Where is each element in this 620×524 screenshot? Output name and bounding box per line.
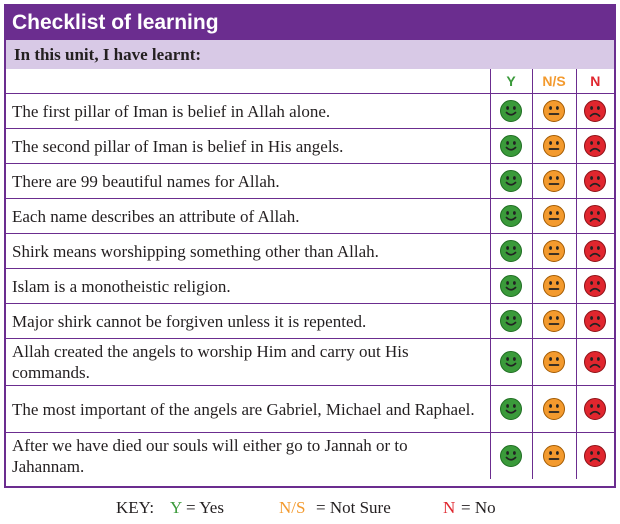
checklist-row xyxy=(6,129,614,164)
neutral-face-icon xyxy=(542,169,566,193)
checklist-row xyxy=(6,386,614,433)
header-not-sure: N/S xyxy=(532,69,576,94)
sad-face-icon xyxy=(583,350,607,374)
no-cell[interactable] xyxy=(576,164,614,199)
neutral-face-icon xyxy=(542,309,566,333)
statement-text: Allah created the angels to worship Him and carry out His commands. xyxy=(6,339,490,386)
no-cell[interactable] xyxy=(576,386,614,433)
key-legend xyxy=(0,494,620,522)
neutral-face-icon xyxy=(542,99,566,123)
not-sure-cell[interactable] xyxy=(532,433,576,480)
happy-face-icon xyxy=(499,274,523,298)
not-sure-cell[interactable] xyxy=(532,234,576,269)
not-sure-cell[interactable] xyxy=(532,339,576,386)
neutral-face-icon xyxy=(542,134,566,158)
no-cell[interactable] xyxy=(576,129,614,164)
key-no-text: = No xyxy=(461,498,496,517)
happy-face-icon xyxy=(499,444,523,468)
happy-face-icon xyxy=(499,134,523,158)
sad-face-icon xyxy=(583,274,607,298)
statement-text: Major shirk cannot be forgiven unless it is repented. xyxy=(6,304,490,339)
sad-face-icon xyxy=(583,239,607,263)
sad-face-icon xyxy=(583,169,607,193)
neutral-face-icon xyxy=(542,444,566,468)
header-row xyxy=(6,69,614,94)
yes-cell[interactable] xyxy=(490,304,532,339)
no-cell[interactable] xyxy=(576,339,614,386)
checklist-title: Checklist of learning xyxy=(6,6,614,40)
key-label: KEY: xyxy=(116,498,155,517)
statement-text: The most important of the angels are Gabriel, Michael and Raphael. xyxy=(6,386,490,433)
no-cell[interactable] xyxy=(576,234,614,269)
yes-cell[interactable] xyxy=(490,129,532,164)
neutral-face-icon xyxy=(542,397,566,421)
key-yes-code: Y xyxy=(170,498,183,517)
not-sure-cell[interactable] xyxy=(532,199,576,234)
header-blank xyxy=(6,69,490,94)
not-sure-cell[interactable] xyxy=(532,129,576,164)
sad-face-icon xyxy=(583,309,607,333)
key-not-sure-code: N/S xyxy=(279,498,306,517)
happy-face-icon xyxy=(499,99,523,123)
checklist-row xyxy=(6,433,614,480)
checklist-row xyxy=(6,94,614,129)
checklist-row xyxy=(6,234,614,269)
no-cell[interactable] xyxy=(576,433,614,480)
checklist-row xyxy=(6,199,614,234)
statement-text: The second pillar of Iman is belief in His angels. xyxy=(6,129,490,164)
statement-text: Shirk means worshipping something other than Allah. xyxy=(6,234,490,269)
checklist-row xyxy=(6,304,614,339)
no-cell[interactable] xyxy=(576,199,614,234)
sad-face-icon xyxy=(583,204,607,228)
statement-text: Each name describes an attribute of Allah. xyxy=(6,199,490,234)
checklist-row xyxy=(6,339,614,386)
header-yes: Y xyxy=(490,69,532,94)
no-cell[interactable] xyxy=(576,269,614,304)
yes-cell[interactable] xyxy=(490,234,532,269)
yes-cell[interactable] xyxy=(490,386,532,433)
statement-text: After we have died our souls will either go to Jannah or to Jahannam. xyxy=(6,433,490,480)
checklist-frame xyxy=(4,4,616,488)
yes-cell[interactable] xyxy=(490,339,532,386)
sad-face-icon xyxy=(583,397,607,421)
neutral-face-icon xyxy=(542,239,566,263)
statement-text: There are 99 beautiful names for Allah. xyxy=(6,164,490,199)
yes-cell[interactable] xyxy=(490,94,532,129)
yes-cell[interactable] xyxy=(490,164,532,199)
yes-cell[interactable] xyxy=(490,199,532,234)
key-not-sure-text: = Not Sure xyxy=(316,498,391,517)
neutral-face-icon xyxy=(542,204,566,228)
not-sure-cell[interactable] xyxy=(532,269,576,304)
no-cell[interactable] xyxy=(576,304,614,339)
happy-face-icon xyxy=(499,309,523,333)
sad-face-icon xyxy=(583,99,607,123)
sad-face-icon xyxy=(583,444,607,468)
sad-face-icon xyxy=(583,134,607,158)
statement-text: Islam is a monotheistic religion. xyxy=(6,269,490,304)
not-sure-cell[interactable] xyxy=(532,304,576,339)
header-no: N xyxy=(576,69,614,94)
key-yes-text: = Yes xyxy=(186,498,224,517)
no-cell[interactable] xyxy=(576,94,614,129)
key-no-code: N xyxy=(443,498,456,517)
yes-cell[interactable] xyxy=(490,269,532,304)
happy-face-icon xyxy=(499,204,523,228)
statement-text: The first pillar of Iman is belief in Allah alone. xyxy=(6,94,490,129)
yes-cell[interactable] xyxy=(490,433,532,480)
not-sure-cell[interactable] xyxy=(532,94,576,129)
neutral-face-icon xyxy=(542,274,566,298)
checklist-subtitle: In this unit, I have learnt: xyxy=(6,40,614,69)
not-sure-cell[interactable] xyxy=(532,386,576,433)
checklist-table xyxy=(6,69,614,479)
neutral-face-icon xyxy=(542,350,566,374)
happy-face-icon xyxy=(499,350,523,374)
checklist-row xyxy=(6,269,614,304)
happy-face-icon xyxy=(499,239,523,263)
checklist-row xyxy=(6,164,614,199)
happy-face-icon xyxy=(499,397,523,421)
not-sure-cell[interactable] xyxy=(532,164,576,199)
happy-face-icon xyxy=(499,169,523,193)
